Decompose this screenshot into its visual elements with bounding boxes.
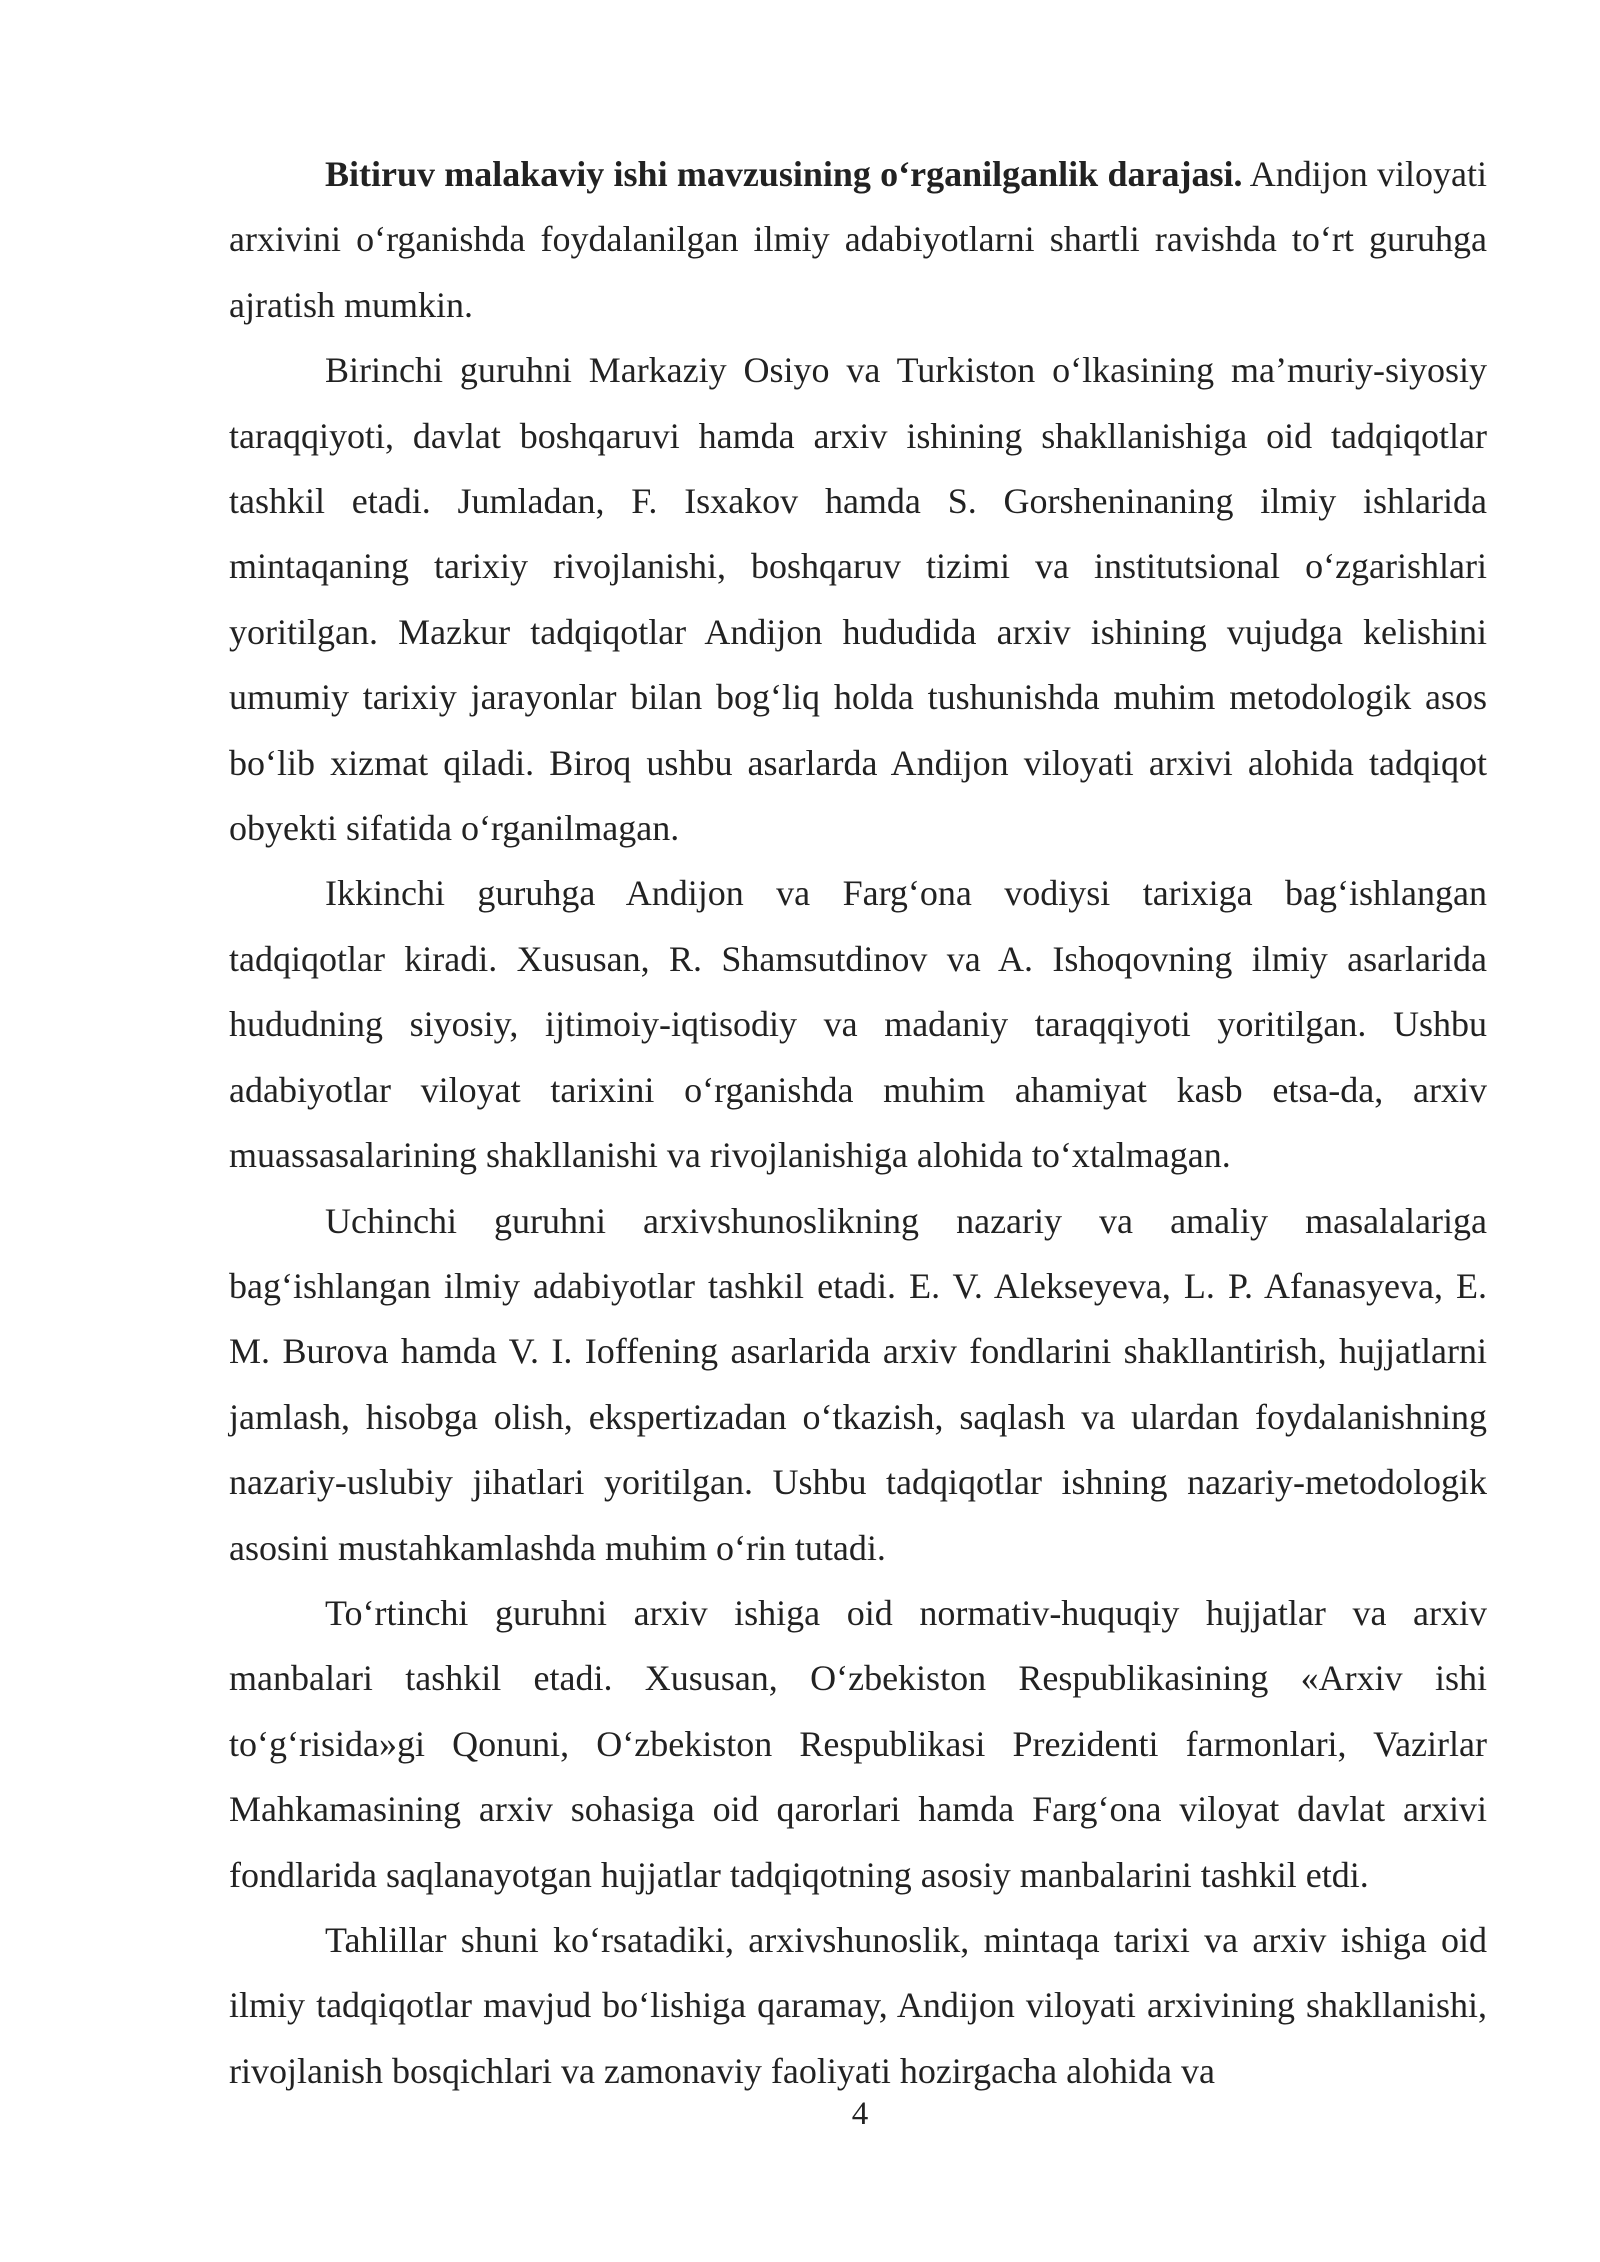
paragraph-3: Ikkinchi guruhga Andijon va Farg‘ona vodiysi tarixiga bag‘ishlangan tadqiqotlar kiradi. Xususan, R. Shamsutdinov va A. Ishoqovning ilmiy asarlarida hududning siyosiy, ijtimoiy-iqtisodiy va madaniy taraqqiyoti yoritilgan. Ushbu adabiyotlar viloyat tarixini o‘rganishda muhim ahamiyat kasb etsa-da, arxiv muassasalarining shakllanishi va rivojlanishiga alohida to‘xtalmagan. [229,873,1487,1176]
paragraph-6: Tahlillar shuni ko‘rsatadiki, arxivshunoslik, mintaqa tarixi va arxiv ishiga oid ilmiy tadqiqotlar mavjud bo‘lishiga qaramay, Andijon viloyati arxivining shakllanishi, rivojlanish bosqichlari va zamonaviy faoliyati hozirgacha alohida va [229,1919,1487,2091]
body-text [229,142,1487,2104]
paragraph-1 [229,142,1487,338]
paragraph-4: Uchinchi guruhni arxivshunoslikning nazariy va amaliy masalalariga bag‘ishlangan ilmiy adabiyotlar tashkil etadi. E. V. Alekseyeva, L. P. Afanasyeva, E. M. Burova hamda V. I. Ioffening asarlarida arxiv fondlarini shakllantirish, hujjatlarni jamlash, hisobga olish, ekspertizadan o‘tkazish, saqlash va ulardan foydalanishning nazariy-uslubiy jihatlari yoritilgan. Ushbu tadqiqotlar ishning nazariy-metodologik asosini mustahkamlashda muhim o‘rin tutadi. [229,1200,1487,1568]
section-lead-heading: Bitiruv malakaviy ishi mavzusining o‘rganilganlik darajasi. [325,154,1243,194]
page-number: 4 [851,2096,869,2132]
paragraph-2: Birinchi guruhni Markaziy Osiyo va Turkiston o‘lkasining ma’muriy-siyosiy taraqqiyoti, davlat boshqaruvi hamda arxiv ishining shakllanishiga oid tadqiqotlar tashkil etadi. Jumladan, F. Isxakov hamda S. Gorsheninaning ilmiy ishlarida mintaqaning tarixiy rivojlanishi, boshqaruv tizimi va institutsional o‘zgarishlari yoritilgan. Mazkur tadqiqotlar Andijon hududida arxiv ishining vujudga kelishini umumiy tarixiy jarayonlar bilan bog‘liq holda tushunishda muhim metodologik asos bo‘lib xizmat qiladi. Biroq ushbu asarlarda Andijon viloyati arxivi alohida tadqiqot obyekti sifatida o‘rganilmagan. [229,350,1487,849]
paragraph-1-text: Andijon viloyati arxivini o‘rganishda foydalanilgan ilmiy adabiyotlarni shartli ravishda to‘rt guruhga ajratish mumkin. [229,154,1487,325]
paragraph-5: To‘rtinchi guruhni arxiv ishiga oid normativ-huquqiy hujjatlar va arxiv manbalari tashkil etadi. Xususan, O‘zbekiston Respublikasining «Arxiv ishi to‘g‘risida»gi Qonuni, O‘zbekiston Respublikasi Prezidenti farmonlari, Vazirlar Mahkamasining arxiv sohasiga oid qarorlari hamda Farg‘ona viloyat davlat arxivi fondlarida saqlanayotgan hujjatlar tadqiqotning asosiy manbalarini tashkil etdi. [229,1592,1487,1895]
